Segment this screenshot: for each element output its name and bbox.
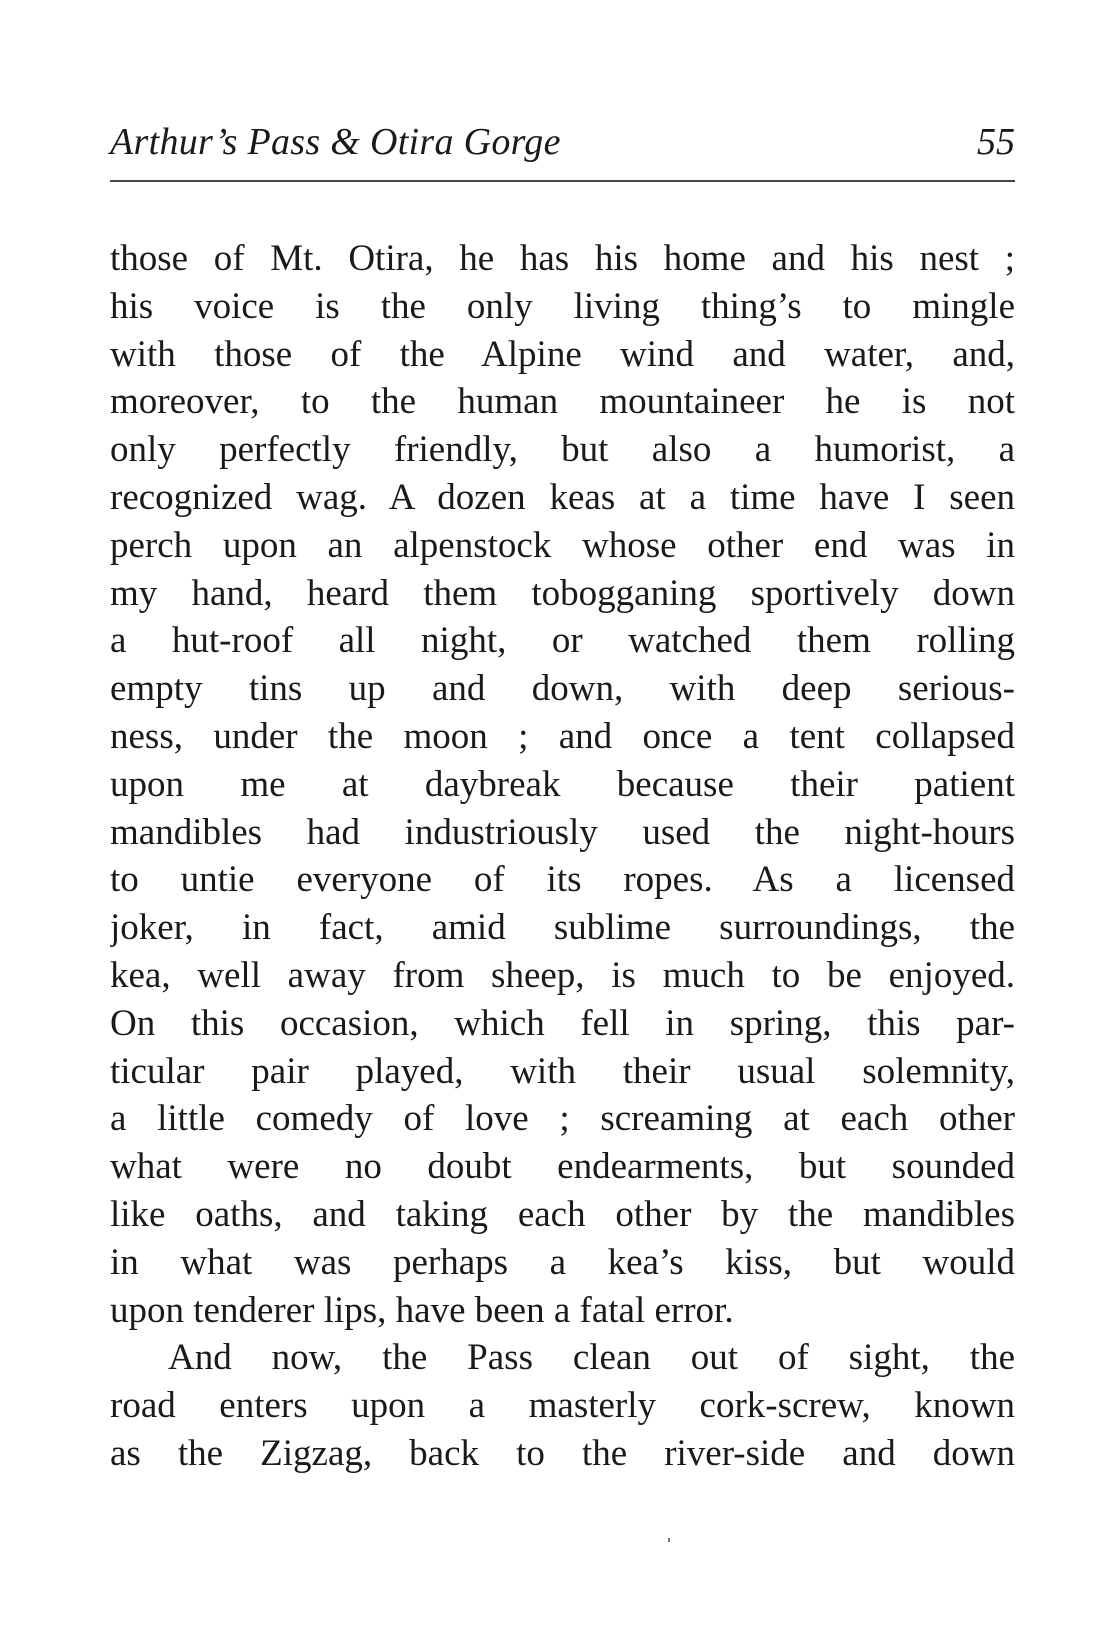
text-line: my hand, heard them tobogganing sportively down (110, 572, 1015, 614)
text-line: ness, under the moon ; and once a tent collapsed (110, 715, 1015, 757)
text-line: empty tins up and down, with deep serious- (110, 668, 1015, 710)
text-line: a hut-roof all night, or watched them rolling (110, 620, 1015, 662)
page-number: 55 (977, 121, 1015, 163)
text-line: ticular pair played, with their usual solemnity, (110, 1050, 1015, 1092)
paragraph (110, 235, 1015, 1334)
text-line: moreover, to the human mountaineer he is not (110, 381, 1015, 423)
text-line: only perfectly friendly, but also a humorist, a (110, 429, 1015, 471)
header-rule (110, 180, 1015, 182)
running-head (110, 112, 1015, 172)
text-line: his voice is the only living thing’s to mingle (110, 285, 1015, 327)
text-line: On this occasion, which fell in spring, this par- (110, 1002, 1015, 1044)
body-text (110, 235, 1015, 1478)
text-line: in what was perhaps a kea’s kiss, but would (110, 1241, 1015, 1283)
running-title: Arthur’s Pass & Otira Gorge (110, 121, 561, 163)
text-line: joker, in fact, amid sublime surroundings, the (110, 907, 1015, 949)
text-line: a little comedy of love ; screaming at each other (110, 1098, 1015, 1140)
text-line: kea, well away from sheep, is much to be enjoyed. (110, 954, 1015, 996)
text-line: like oaths, and taking each other by the mandibles (110, 1193, 1015, 1235)
text-line: what were no doubt endearments, but sounded (110, 1146, 1015, 1188)
text-line: as the Zigzag, back to the river-side and down (110, 1432, 1015, 1474)
text-line: with those of the Alpine wind and water, and, (110, 333, 1015, 375)
text-line: mandibles had industriously used the night-hours (110, 811, 1015, 853)
text-line: upon tenderer lips, have been a fatal error. (110, 1289, 734, 1331)
text-line: road enters upon a masterly cork-screw, known (110, 1385, 1015, 1427)
text-line: And now, the Pass clean out of sight, the (168, 1337, 1015, 1379)
text-line: those of Mt. Otira, he has his home and his nest ; (110, 238, 1015, 279)
paragraph (110, 1334, 1015, 1477)
print-speck (668, 1538, 670, 1542)
text-line: upon me at daybreak because their patient (110, 763, 1015, 805)
text-line: perch upon an alpenstock whose other end was in (110, 524, 1015, 566)
text-line: recognized wag. A dozen keas at a time have I seen (110, 476, 1015, 518)
text-line: to untie everyone of its ropes. As a licensed (110, 859, 1015, 901)
